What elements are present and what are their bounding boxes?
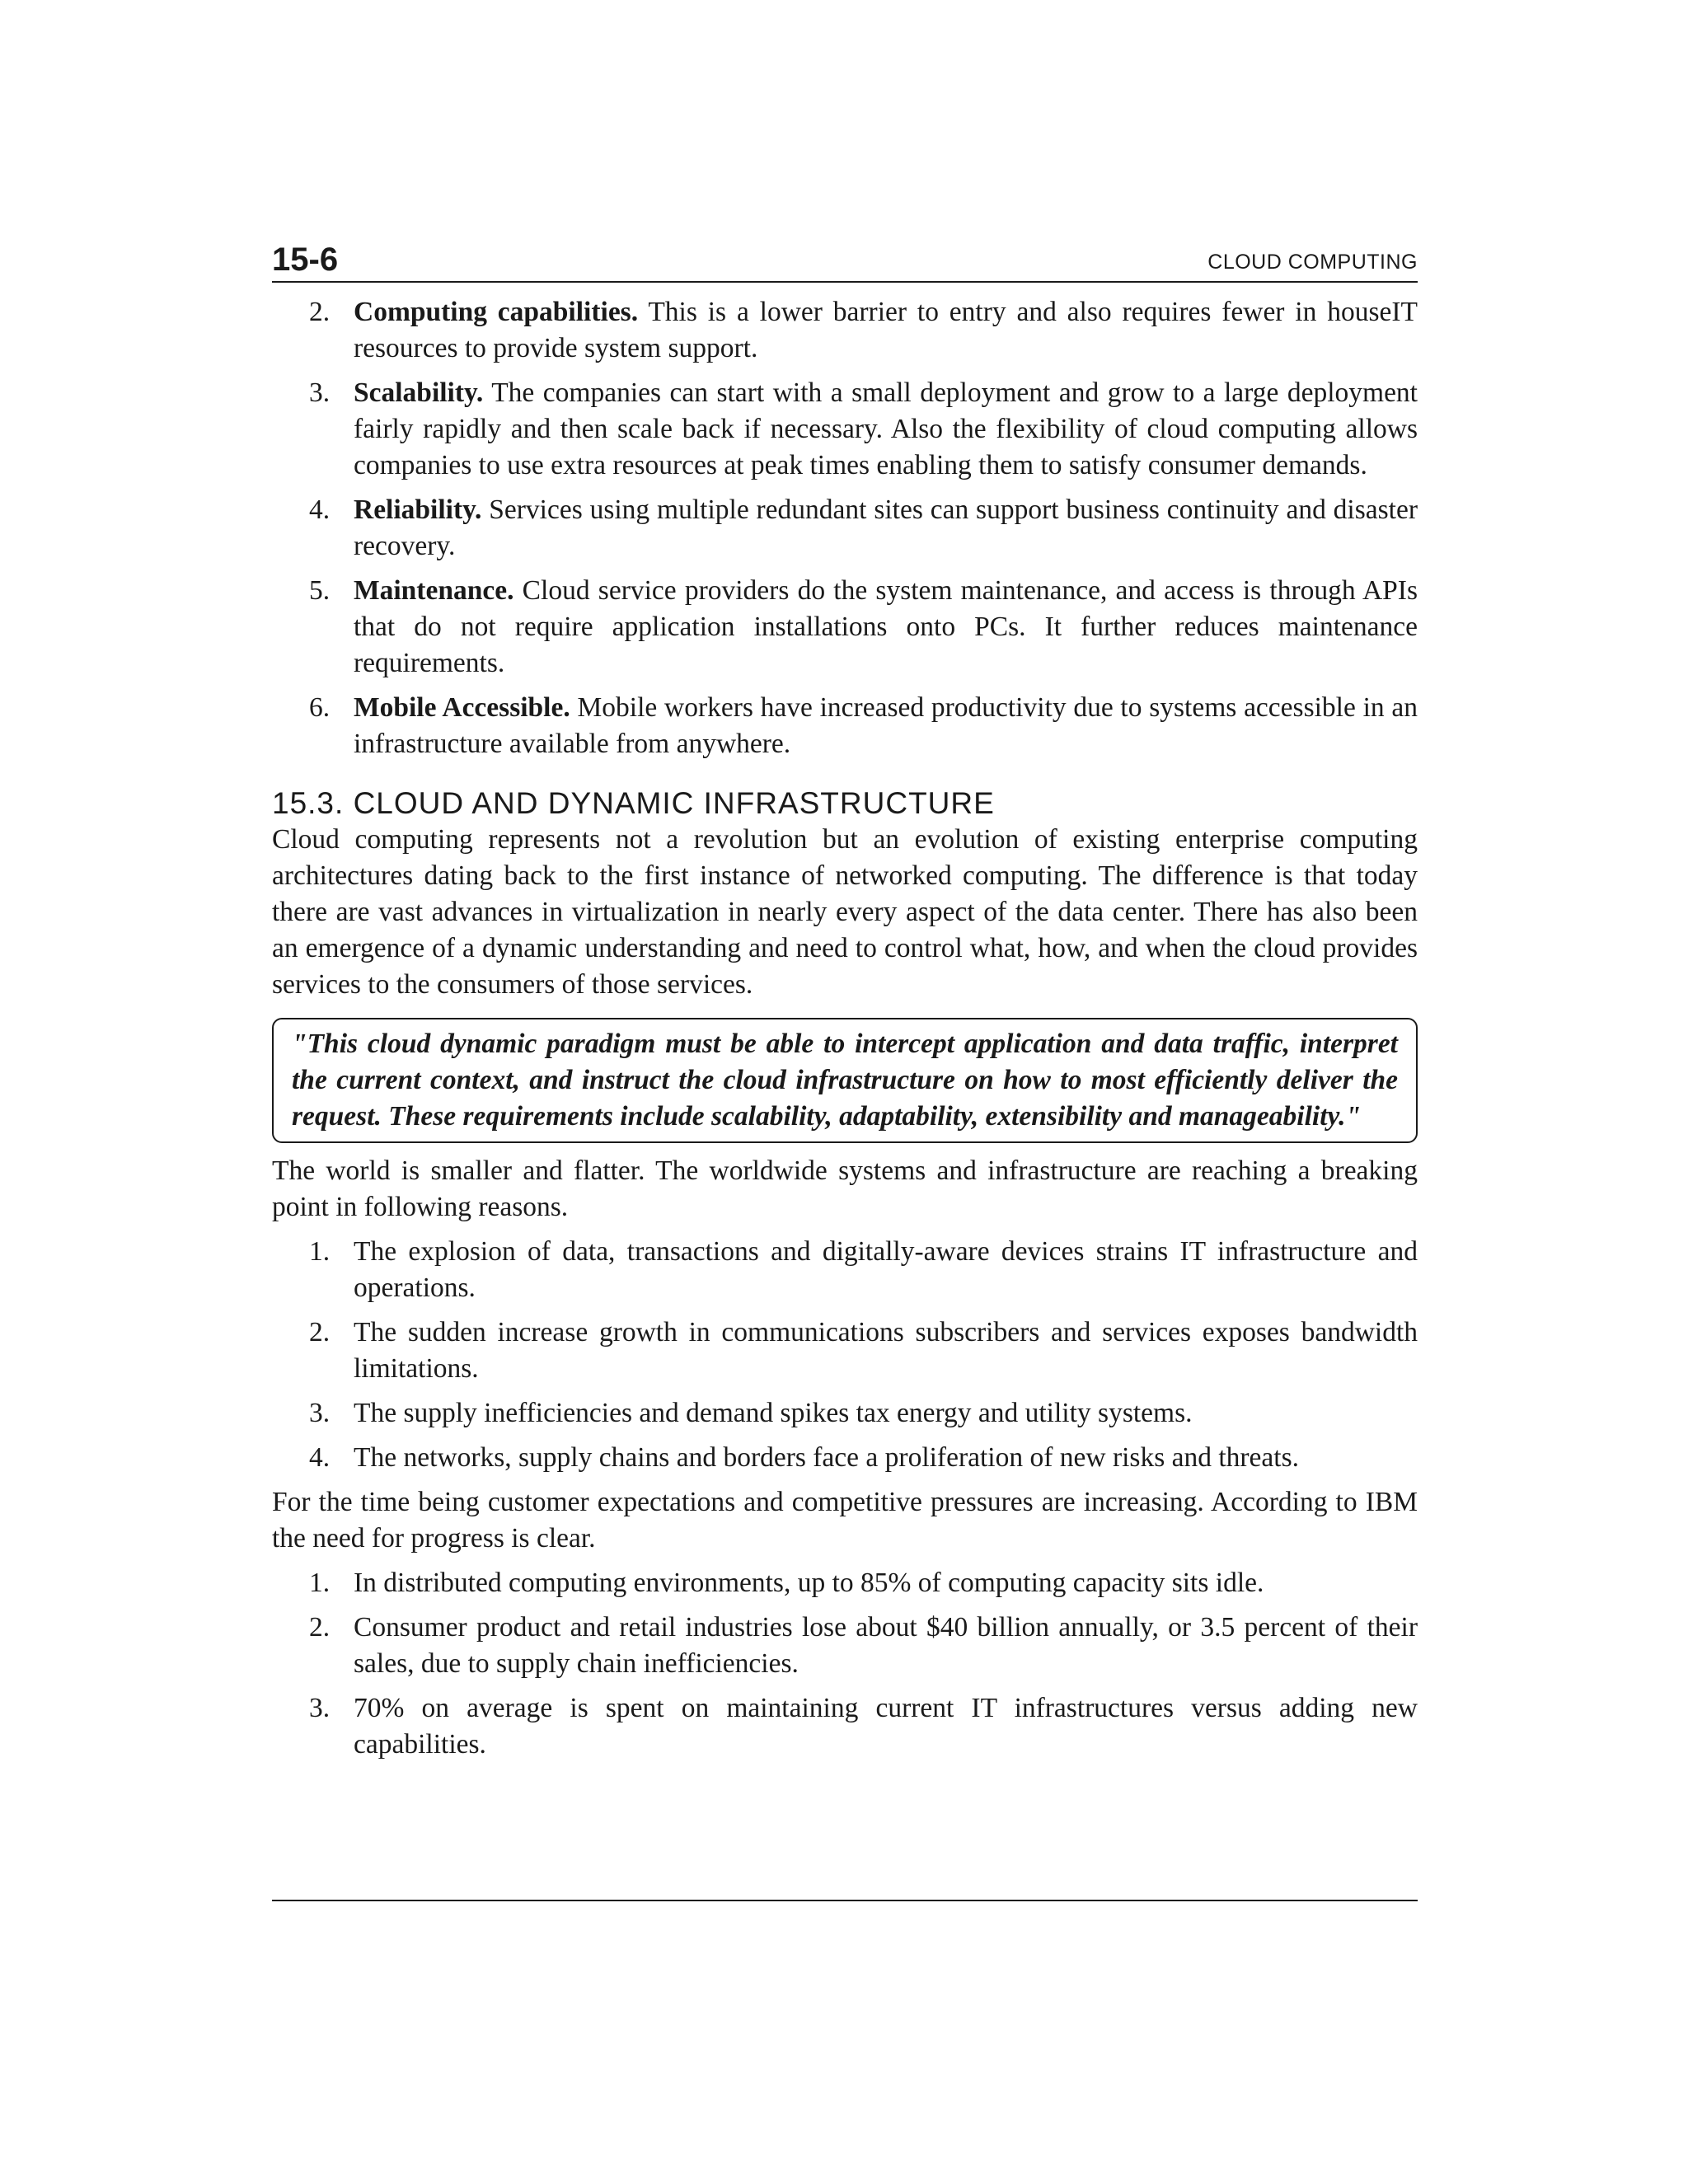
- list-item: [272, 573, 1418, 682]
- list-item: [272, 1610, 1418, 1682]
- body-text: [272, 294, 1418, 1763]
- item-number: 6.: [309, 692, 331, 723]
- item-text: The explosion of data, transactions and digitally-aware devices strains IT infrastructure and operations.: [354, 1236, 1418, 1303]
- paragraph-breaking-point: The world is smaller and flatter. The worldwide systems and infrastructure are reaching a breaking point in following reasons.: [272, 1155, 1418, 1222]
- item-number: 3.: [309, 1693, 331, 1723]
- item-term: Computing capabilities.: [354, 297, 639, 327]
- section-intro: Cloud computing represents not a revolution but an evolution of existing enterprise computing architectures dating back to the first instance of networked computing. The difference is that today there are vast advances in virtualization in nearly every aspect of the data center. There has also been an emergence of a dynamic understanding and need to control what, how, and when the cloud provides services to the consumers of those services.: [272, 824, 1418, 1000]
- item-text: The companies can start with a small deployment and grow to a large deployment fairly rapidly and then scale back if necessary. Also the flexibility of cloud computing allows companies to use extra resources at peak times enabling them to satisfy consumer demands.: [354, 377, 1418, 480]
- page-content: [272, 235, 1418, 1771]
- running-head: CLOUD COMPUTING: [1207, 251, 1418, 274]
- item-text: 70% on average is spent on maintaining current IT infrastructures versus adding new capabilities.: [354, 1693, 1418, 1760]
- page-header: [272, 235, 1418, 283]
- item-number: 1.: [309, 1568, 331, 1598]
- item-number: 2.: [309, 297, 331, 327]
- quote-box: "This cloud dynamic paradigm must be able to intercept application and data traffic, interpret the current context, and instruct the cloud infrastructure on how to most efficiently deliver the request. These requirements include scalability, adaptability, extensibility and manageability.": [272, 1018, 1418, 1143]
- advantages-list: [272, 294, 1418, 762]
- item-number: 5.: [309, 575, 331, 606]
- item-term: Scalability.: [354, 377, 484, 408]
- item-text: This is a lower barrier to entry and also requires fewer in houseIT resources to provide system support.: [354, 297, 1418, 363]
- item-text: The supply inefficiencies and demand spikes tax energy and utility systems.: [354, 1398, 1193, 1428]
- item-term: Mobile Accessible.: [354, 692, 570, 723]
- list-item: [272, 1395, 1418, 1432]
- list-item: [272, 1315, 1418, 1387]
- list-item: [272, 1440, 1418, 1476]
- item-number: 1.: [309, 1236, 331, 1267]
- list-item: [272, 492, 1418, 565]
- list-item: [272, 1690, 1418, 1763]
- item-text: Services using multiple redundant sites can support business continuity and disaster recovery.: [354, 494, 1418, 561]
- page-number: 15-6: [272, 241, 339, 278]
- item-text: The networks, supply chains and borders face a proliferation of new risks and threats.: [354, 1442, 1300, 1473]
- item-number: 2.: [309, 1612, 331, 1643]
- list-item: [272, 375, 1418, 484]
- item-text: The sudden increase growth in communications subscribers and services exposes bandwidth limitations.: [354, 1317, 1418, 1384]
- list-item: [272, 294, 1418, 367]
- item-number: 4.: [309, 1442, 331, 1473]
- reasons-list: [272, 1234, 1418, 1476]
- item-number: 2.: [309, 1317, 331, 1347]
- item-text: Mobile workers have increased productivity due to systems accessible in an infrastructure available from anywhere.: [354, 692, 1418, 759]
- footer-rule: [272, 1900, 1418, 1901]
- section-heading: 15.3. CLOUD AND DYNAMIC INFRASTRUCTURE: [272, 786, 995, 820]
- list-item: [272, 1234, 1418, 1306]
- list-item: [272, 1565, 1418, 1601]
- item-number: 3.: [309, 377, 331, 408]
- item-term: Maintenance.: [354, 575, 514, 606]
- item-text: Consumer product and retail industries lose about $40 billion annually, or 3.5 percent of their sales, due to supply chain inefficiencies.: [354, 1612, 1418, 1679]
- item-text: In distributed computing environments, up to 85% of computing capacity sits idle.: [354, 1568, 1264, 1598]
- paragraph-ibm: For the time being customer expectations and competitive pressures are increasing. According to IBM the need for progress is clear.: [272, 1487, 1418, 1554]
- item-number: 3.: [309, 1398, 331, 1428]
- list-item: [272, 690, 1418, 762]
- item-term: Reliability.: [354, 494, 482, 525]
- item-number: 4.: [309, 494, 331, 525]
- progress-list: [272, 1565, 1418, 1763]
- item-text: Cloud service providers do the system maintenance, and access is through APIs that do not require application installations onto PCs. It further reduces maintenance requirements.: [354, 575, 1418, 678]
